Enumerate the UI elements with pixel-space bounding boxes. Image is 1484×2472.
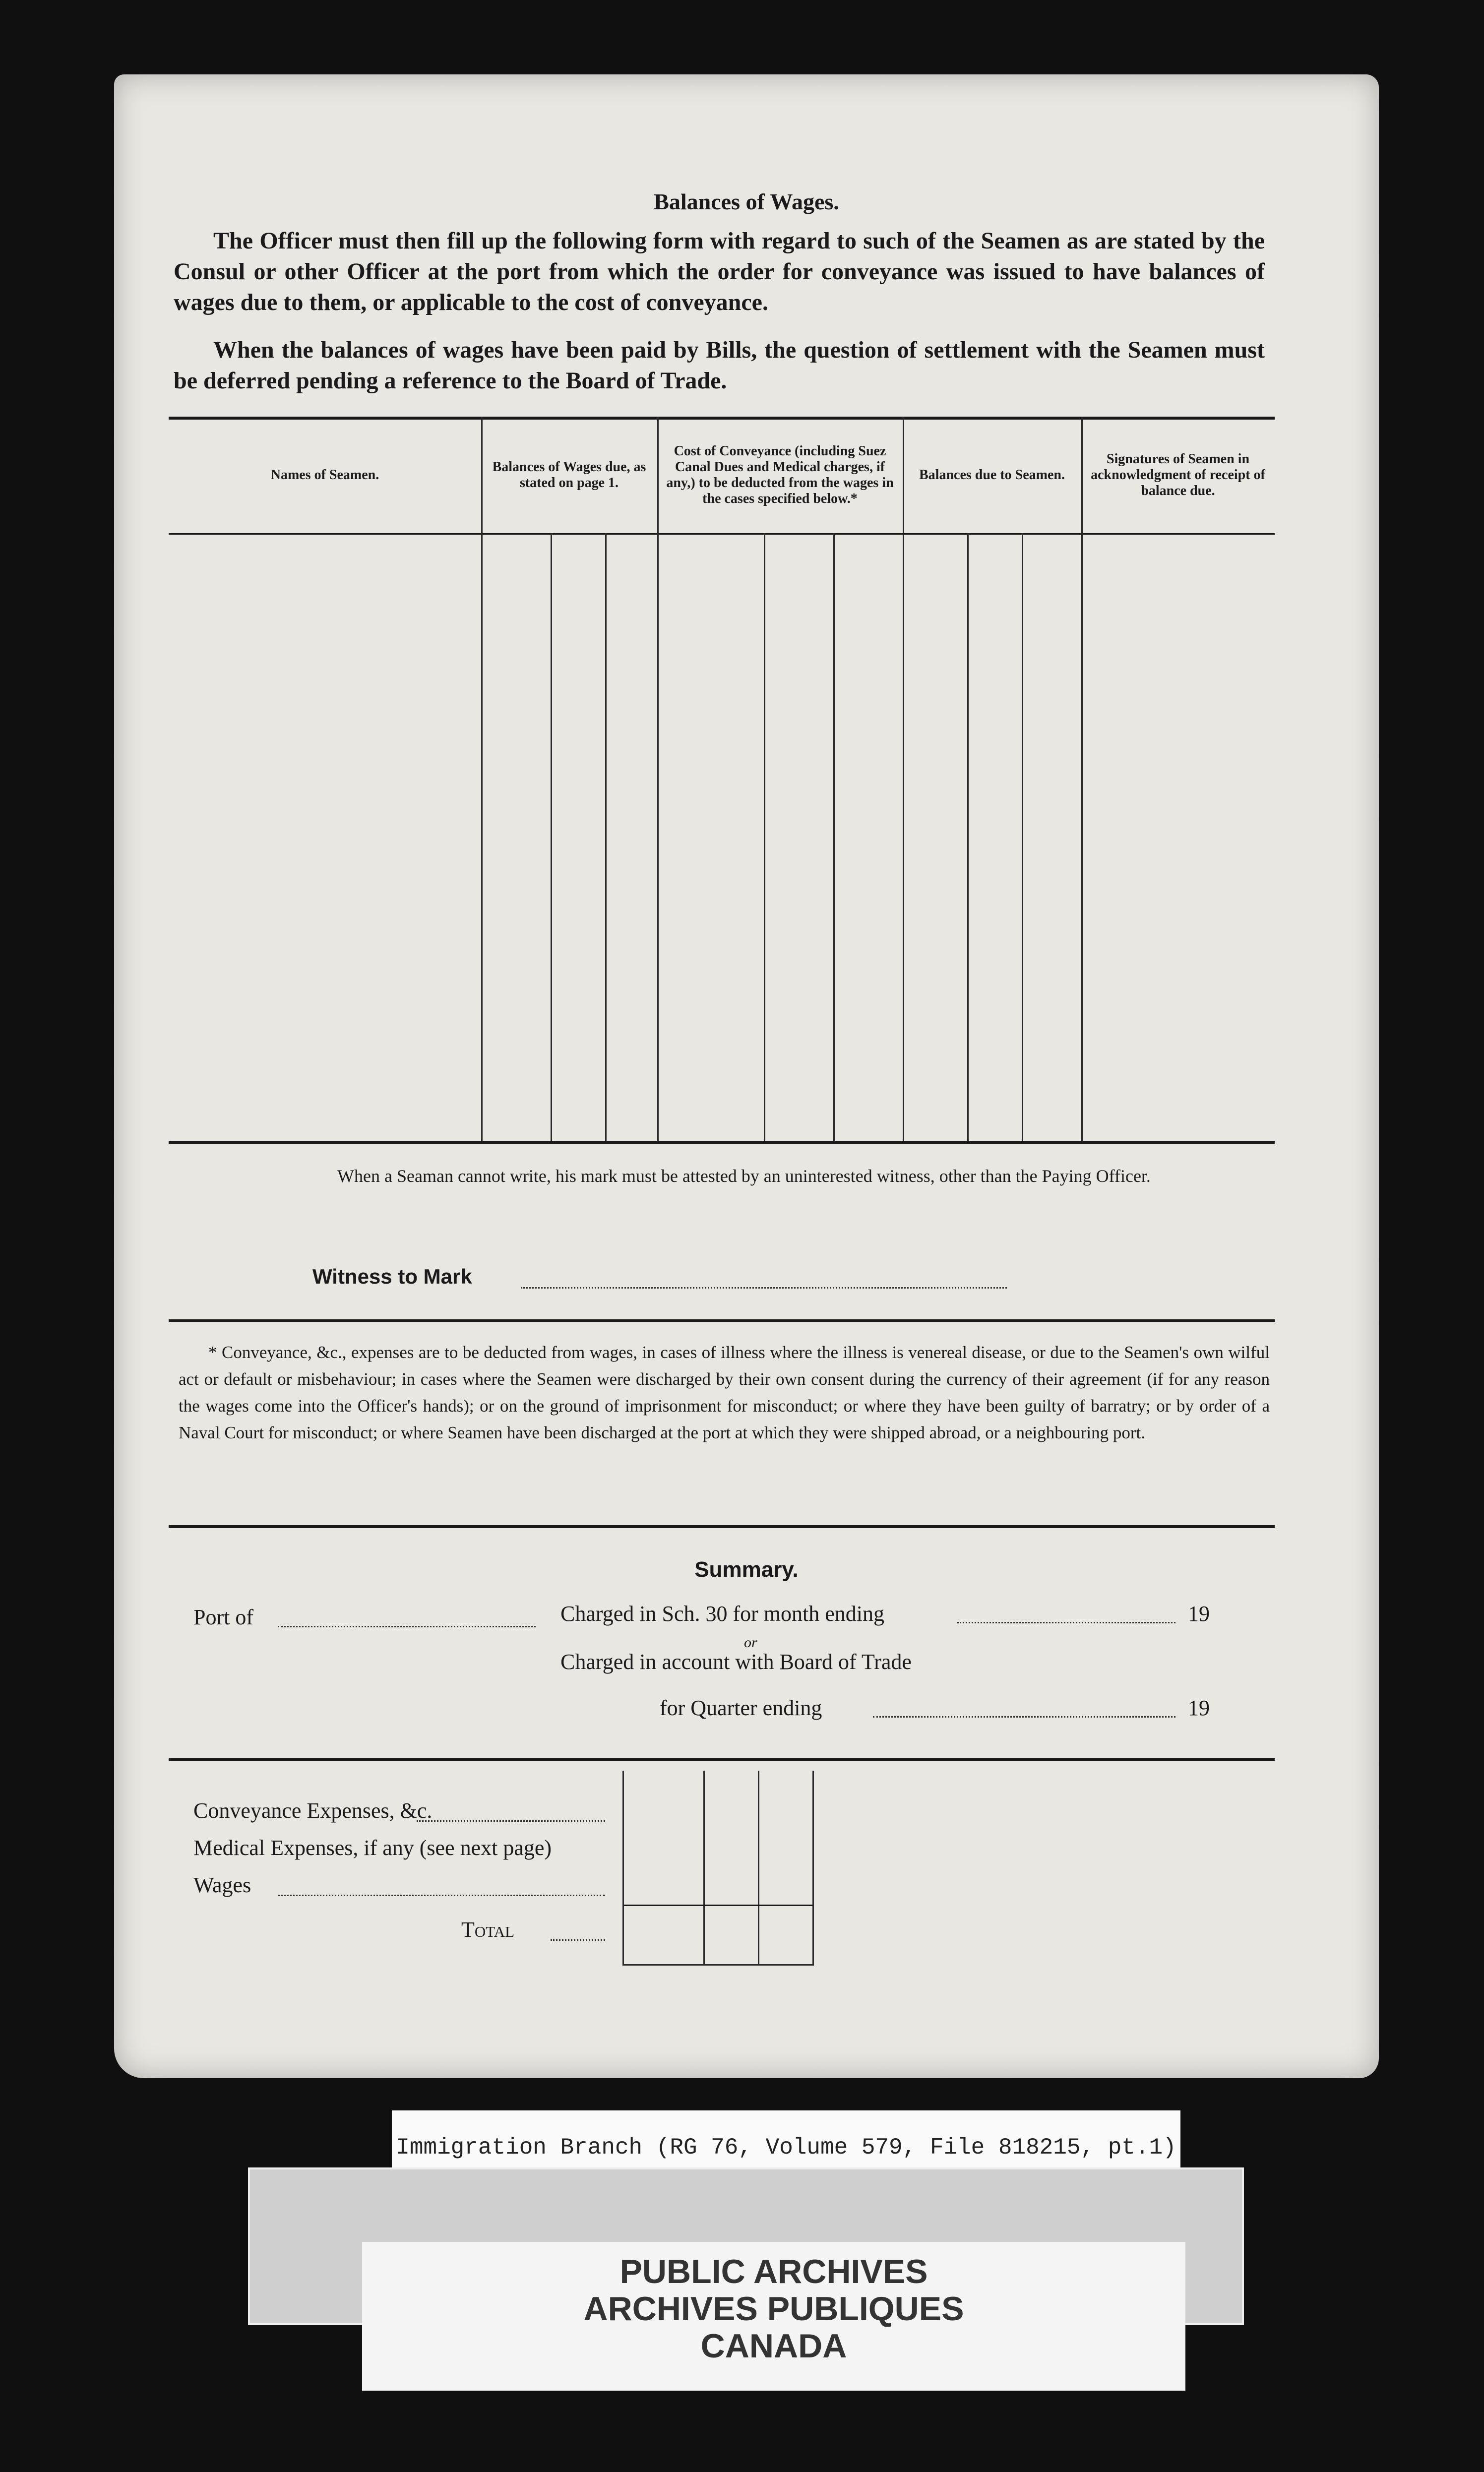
archive-caption: Immigration Branch (RG 76, Volume 579, File 818215, pt.1) xyxy=(396,2135,1176,2161)
medical-expenses-label: Medical Expenses, if any (see next page) xyxy=(193,1836,552,1860)
rule xyxy=(169,1525,1275,1528)
sub-col-divider xyxy=(758,1771,759,1964)
col-header-balances-due-page1: Balances of Wages due, as stated on page 1. xyxy=(492,459,646,491)
col-divider xyxy=(903,417,904,1141)
wages-table xyxy=(169,417,1275,1146)
conveyance-expenses-label: Conveyance Expenses, &c. xyxy=(193,1798,433,1823)
leader-dots xyxy=(417,1820,605,1822)
stamp-line-1: PUBLIC ARCHIVES xyxy=(619,2253,928,2290)
witness-label: Witness to Mark xyxy=(312,1265,472,1288)
quarter-ending-label: for Quarter ending xyxy=(660,1696,822,1720)
table-bottom-rule xyxy=(169,1141,1275,1144)
year-label: 19 xyxy=(1188,1602,1210,1626)
rule xyxy=(169,1319,1275,1322)
quarter-ending-line[interactable] xyxy=(873,1716,1175,1718)
stamp-line-3: CANADA xyxy=(700,2327,847,2365)
mark-note: When a Seaman cannot write, his mark must be attested by an uninterested witness, other than the Paying Officer. xyxy=(337,1166,1151,1186)
intro-paragraph-1: The Officer must then fill up the following form with regard to such of the Seamen as are stated by the Consul or other Officer at the port from which the order for conveyance was issued to have balances of wages due to them, or applicable to the cost of conveyance. xyxy=(174,228,1265,315)
table-header-rule xyxy=(169,533,1275,535)
page-title: Balances of Wages. xyxy=(654,189,839,214)
col-header-signatures: Signatures of Seamen in acknowledgment of receipt of balance due. xyxy=(1091,451,1265,498)
sub-col-divider xyxy=(551,533,552,1141)
witness-line[interactable] xyxy=(521,1287,1007,1289)
sub-col-divider xyxy=(833,533,835,1141)
charged-sch-label: Charged in Sch. 30 for month ending xyxy=(560,1602,884,1626)
summary-title: Summary. xyxy=(694,1557,799,1582)
intro-paragraph-2: When the balances of wages have been paid by Bills, the question of settlement with the Seamen must be deferred pending a reference to the Board of Trade. xyxy=(174,337,1265,394)
sub-col-divider xyxy=(764,533,765,1141)
col-divider xyxy=(481,417,483,1141)
stamp-line-2: ARCHIVES PUBLIQUES xyxy=(583,2290,964,2328)
port-of-line[interactable] xyxy=(278,1626,536,1627)
sub-col-divider xyxy=(967,533,969,1141)
wages-label: Wages xyxy=(193,1873,251,1897)
leader-dots xyxy=(278,1895,605,1896)
year-label: 19 xyxy=(1188,1696,1210,1720)
or-label: or xyxy=(744,1634,757,1651)
col-divider xyxy=(1081,417,1083,1141)
month-ending-line[interactable] xyxy=(957,1622,1175,1623)
col-header-cost-conveyance: Cost of Conveyance (including Suez Canal Dues and Medical charges, if any,) to be deducted from the wages in the cases specified below.* xyxy=(666,443,894,506)
form-sheet xyxy=(114,74,1379,2078)
sub-col-divider xyxy=(605,533,607,1141)
total-label: Total xyxy=(461,1917,515,1942)
sub-col-divider xyxy=(703,1771,705,1964)
col-header-balances-due-seamen: Balances due to Seamen. xyxy=(919,467,1065,483)
sub-col-divider xyxy=(1022,533,1023,1141)
amount-box[interactable] xyxy=(622,1771,814,1966)
rule xyxy=(169,1758,1275,1761)
subtotal-rule xyxy=(624,1905,812,1906)
leader-dots xyxy=(551,1939,605,1941)
footnote: * Conveyance, &c., expenses are to be deducted from wages, in cases of illness where the illness is venereal disease, or due to the Seamen's own wilful act or default or misbehaviour; in cases where the Seamen were discharged by their own consent during the currency of their agreement (if for any reason the wages come into the Officer's hands); or on the ground of imprisonment for misconduct; or where they have been guilty of barratry; or by order of a Naval Court for misconduct; or where Seamen have been discharged at the port at which they were shipped abroad, or a neighbouring port. xyxy=(179,1343,1270,1442)
archive-stamp xyxy=(362,2242,1185,2391)
col-header-names: Names of Seamen. xyxy=(270,467,379,483)
col-divider xyxy=(657,417,659,1141)
charged-account-label: Charged in account with Board of Trade xyxy=(560,1650,912,1674)
port-of-label: Port of xyxy=(193,1605,253,1629)
